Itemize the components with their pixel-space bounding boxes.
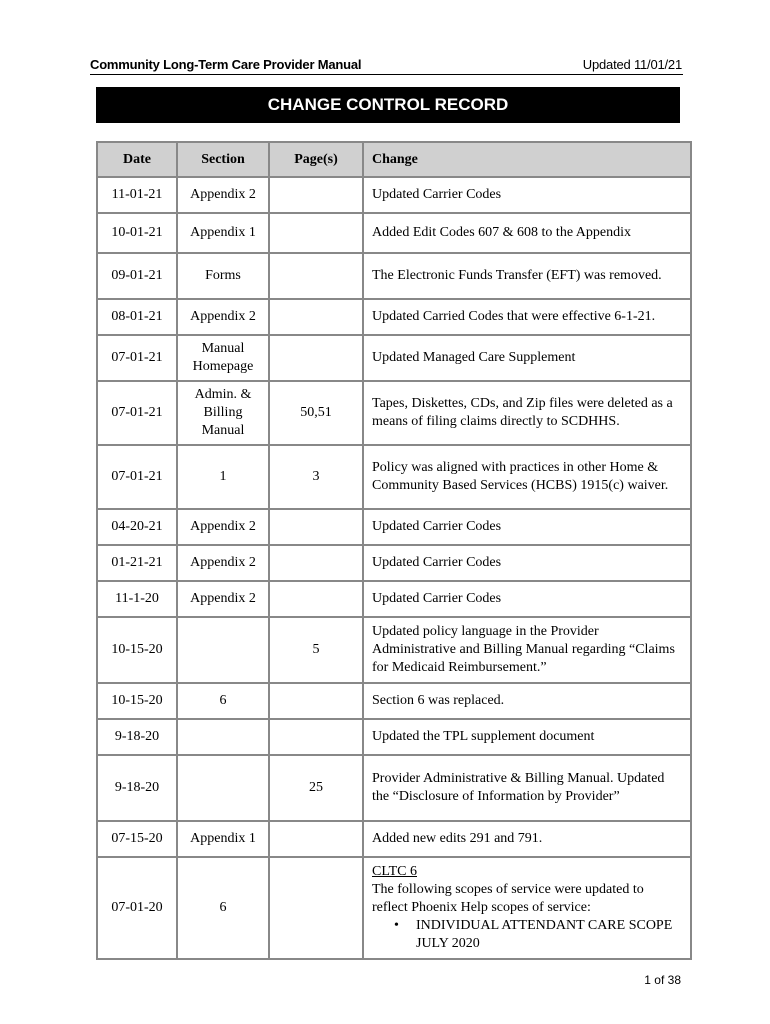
table-row [98,510,692,546]
cell-change [364,858,692,960]
cell-section: Appendix 2 [178,546,270,582]
table-row [98,446,692,510]
cell-date: 11-01-21 [98,178,178,214]
cell-section: 6 [178,684,270,720]
cell-date: 11-1-20 [98,582,178,618]
table-row [98,756,692,822]
cell-section: Appendix 1 [178,214,270,254]
table-row [98,382,692,446]
table-row [98,618,692,684]
cell-section: Appendix 2 [178,510,270,546]
cell-pages [270,858,364,960]
cell-date: 10-01-21 [98,214,178,254]
cell-date: 04-20-21 [98,510,178,546]
cell-pages [270,254,364,300]
change-text: The following scopes of service were updated to reflect Phoenix Help scopes of service: [372,882,644,915]
cell-pages [270,510,364,546]
cell-pages [270,178,364,214]
cell-change: Tapes, Diskettes, CDs, and Zip files were deleted as a means of filing claims directly to SCDHHS. [364,382,692,446]
cell-date: 9-18-20 [98,756,178,822]
table-row [98,178,692,214]
table-row [98,300,692,336]
column-header-date: Date [98,143,178,178]
column-header-change: Change [364,143,692,178]
page-header [90,57,683,75]
page-title: CHANGE CONTROL RECORD [96,87,680,123]
cell-change: Updated Carrier Codes [364,582,692,618]
table-row [98,582,692,618]
cell-pages [270,546,364,582]
table-row [98,214,692,254]
cell-date: 08-01-21 [98,300,178,336]
cell-pages [270,300,364,336]
cell-date: 10-15-20 [98,684,178,720]
cell-date: 10-15-20 [98,618,178,684]
updated-date: Updated 11/01/21 [582,57,682,72]
change-bullet-list [372,917,682,953]
cell-section: 1 [178,446,270,510]
cell-change: Updated Carried Codes that were effective 6-1-21. [364,300,692,336]
cell-date: 07-15-20 [98,822,178,858]
cell-pages: 3 [270,446,364,510]
cell-pages [270,720,364,756]
cell-change: Updated the TPL supplement document [364,720,692,756]
cell-pages: 5 [270,618,364,684]
cell-change: Provider Administrative & Billing Manual. Updated the “Disclosure of Information by Provider” [364,756,692,822]
cell-section: Admin. & Billing Manual [178,382,270,446]
cell-pages [270,214,364,254]
cell-change: Updated Carrier Codes [364,546,692,582]
cell-change: Policy was aligned with practices in other Home & Community Based Services (HCBS) 1915(c) waiver. [364,446,692,510]
cell-section: Appendix 1 [178,822,270,858]
change-heading: CLTC 6 [372,864,417,879]
change-control-table-container [96,141,690,960]
cell-change: Updated policy language in the Provider Administrative and Billing Manual regarding “Claims for Medicaid Reimbursement.” [364,618,692,684]
cell-pages [270,582,364,618]
cell-pages: 50,51 [270,382,364,446]
cell-pages [270,684,364,720]
cell-section [178,618,270,684]
cell-pages [270,822,364,858]
cell-date: 07-01-21 [98,446,178,510]
cell-date: 09-01-21 [98,254,178,300]
cell-date: 07-01-20 [98,858,178,960]
cell-date: 07-01-21 [98,336,178,382]
cell-section: Appendix 2 [178,178,270,214]
manual-title: Community Long-Term Care Provider Manual [90,57,362,72]
cell-date: 07-01-21 [98,382,178,446]
cell-change: Section 6 was replaced. [364,684,692,720]
column-header-pages: Page(s) [270,143,364,178]
table-row [98,684,692,720]
cell-pages [270,336,364,382]
table-row [98,546,692,582]
table-row [98,720,692,756]
change-bullet-item: • INDIVIDUAL ATTENDANT CARE SCOPE JULY 2020 [416,917,682,953]
page-number: 1 of 38 [644,973,681,987]
cell-change: Updated Managed Care Supplement [364,336,692,382]
cell-change: The Electronic Funds Transfer (EFT) was removed. [364,254,692,300]
table-row [98,254,692,300]
cell-section: 6 [178,858,270,960]
column-header-section: Section [178,143,270,178]
cell-section: Manual Homepage [178,336,270,382]
table-row [98,336,692,382]
table-header-row [98,143,692,178]
cell-section: Appendix 2 [178,300,270,336]
cell-section [178,756,270,822]
cell-section: Forms [178,254,270,300]
table-row [98,858,692,960]
cell-date: 9-18-20 [98,720,178,756]
cell-date: 01-21-21 [98,546,178,582]
cell-change: Added new edits 291 and 791. [364,822,692,858]
cell-change: Added Edit Codes 607 & 608 to the Appendix [364,214,692,254]
cell-section [178,720,270,756]
cell-change: Updated Carrier Codes [364,178,692,214]
cell-change: Updated Carrier Codes [364,510,692,546]
change-control-table [96,141,692,960]
cell-section: Appendix 2 [178,582,270,618]
cell-pages: 25 [270,756,364,822]
table-row [98,822,692,858]
